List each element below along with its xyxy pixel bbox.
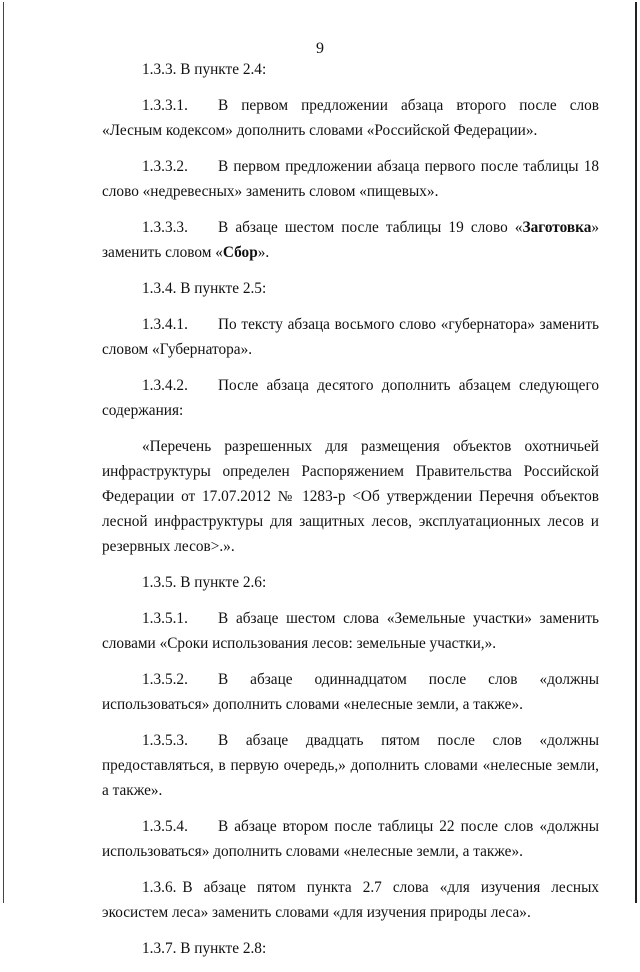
- bold-term-sbor: Сбор: [222, 244, 258, 261]
- paragraph-text: В абзаце одиннадцатом после слов «должны использоваться» дополнить словами «нелесные земли, а также».: [102, 671, 599, 713]
- paragraph-1-3-4-2: [102, 373, 599, 423]
- paragraph-1-3-5-1: [102, 606, 599, 656]
- document-body: [102, 57, 599, 972]
- paragraph-1-3-5-2: [102, 667, 599, 717]
- paragraph-text-middle: » заменить словом «: [102, 219, 599, 261]
- paragraph-1-3-3-2: [102, 154, 599, 204]
- paragraph-1-3-5-3: [102, 728, 599, 803]
- paragraph-1-3-3-1: [102, 93, 599, 143]
- paragraph-number: 1.3.3.2.: [142, 158, 188, 175]
- paragraph-text-start: В абзаце шестом после таблицы 19 слово «: [218, 219, 523, 236]
- section-heading-1-3-4: 1.3.4. В пункте 2.5:: [142, 280, 267, 297]
- paragraph-text: В абзаце пятом пункта 2.7 слова «для изучения лесных экосистем леса» заменить словами «для изучения природы леса».: [102, 879, 599, 921]
- paragraph-text: В абзаце втором после таблицы 22 после слов «должны использоваться» дополнить словами «нелесные земли, а также».: [102, 818, 599, 860]
- paragraph-text: В первом предложении абзаца первого после таблицы 18 слово «недревесных» заменить словом «пищевых».: [102, 158, 599, 200]
- bold-term-zagotovka: Заготовка: [522, 219, 592, 236]
- paragraph-text: В абзаце двадцать пятом после слов «должны предоставляться, в первую очередь,» дополнить словами «нелесные земли, а также».: [102, 732, 599, 799]
- paragraph-1-3-5-4: [102, 814, 599, 864]
- paragraph-text: После абзаца десятого дополнить абзацем следующего содержания:: [102, 377, 599, 419]
- paragraph-number: 1.3.3.3.: [142, 219, 188, 236]
- paragraph-number: 1.3.4.2.: [142, 377, 188, 394]
- paragraph-1-3-4-1: [102, 312, 599, 362]
- paragraph-1-3-6: [102, 875, 599, 925]
- section-heading-1-3-7: 1.3.7. В пункте 2.8:: [142, 940, 267, 957]
- inserted-quote-paragraph: «Перечень разрешенных для размещения объектов охотничьей инфраструктуры определен Распоряжением Правительства Российской Федерации от 17.07.2012 № 1283-р <Об утверждении Перечня объектов лесной инфраструктуры для защитных лесов, эксплуатационных лесов и резервных лесов>.».: [102, 438, 599, 555]
- paragraph-number: 1.3.6.: [142, 879, 177, 896]
- paragraph-number: 1.3.3.1.: [142, 97, 188, 114]
- paragraph-number: 1.3.4.1.: [142, 316, 188, 333]
- paragraph-number: 1.3.5.1.: [142, 610, 188, 627]
- paragraph-text: В абзаце шестом слова «Земельные участки» заменить словами «Сроки использования лесов: земельные участки,».: [102, 610, 599, 652]
- page-number: 9: [316, 40, 324, 57]
- paragraph-text: В первом предложении абзаца второго после слов «Лесным кодексом» дополнить словами «Российской Федерации».: [102, 97, 599, 139]
- section-heading-1-3-3: 1.3.3. В пункте 2.4:: [142, 61, 267, 78]
- paragraph-text: По тексту абзаца восьмого слово «губернатора» заменить словом «Губернатора».: [102, 316, 599, 358]
- section-heading-1-3-5: 1.3.5. В пункте 2.6:: [142, 574, 267, 591]
- paragraph-number: 1.3.5.3.: [142, 732, 188, 749]
- paragraph-text-end: ».: [257, 244, 270, 261]
- paragraph-number: 1.3.5.2.: [142, 671, 188, 688]
- paragraph-number: 1.3.5.4.: [142, 818, 188, 835]
- paragraph-1-3-3-3: [102, 215, 599, 265]
